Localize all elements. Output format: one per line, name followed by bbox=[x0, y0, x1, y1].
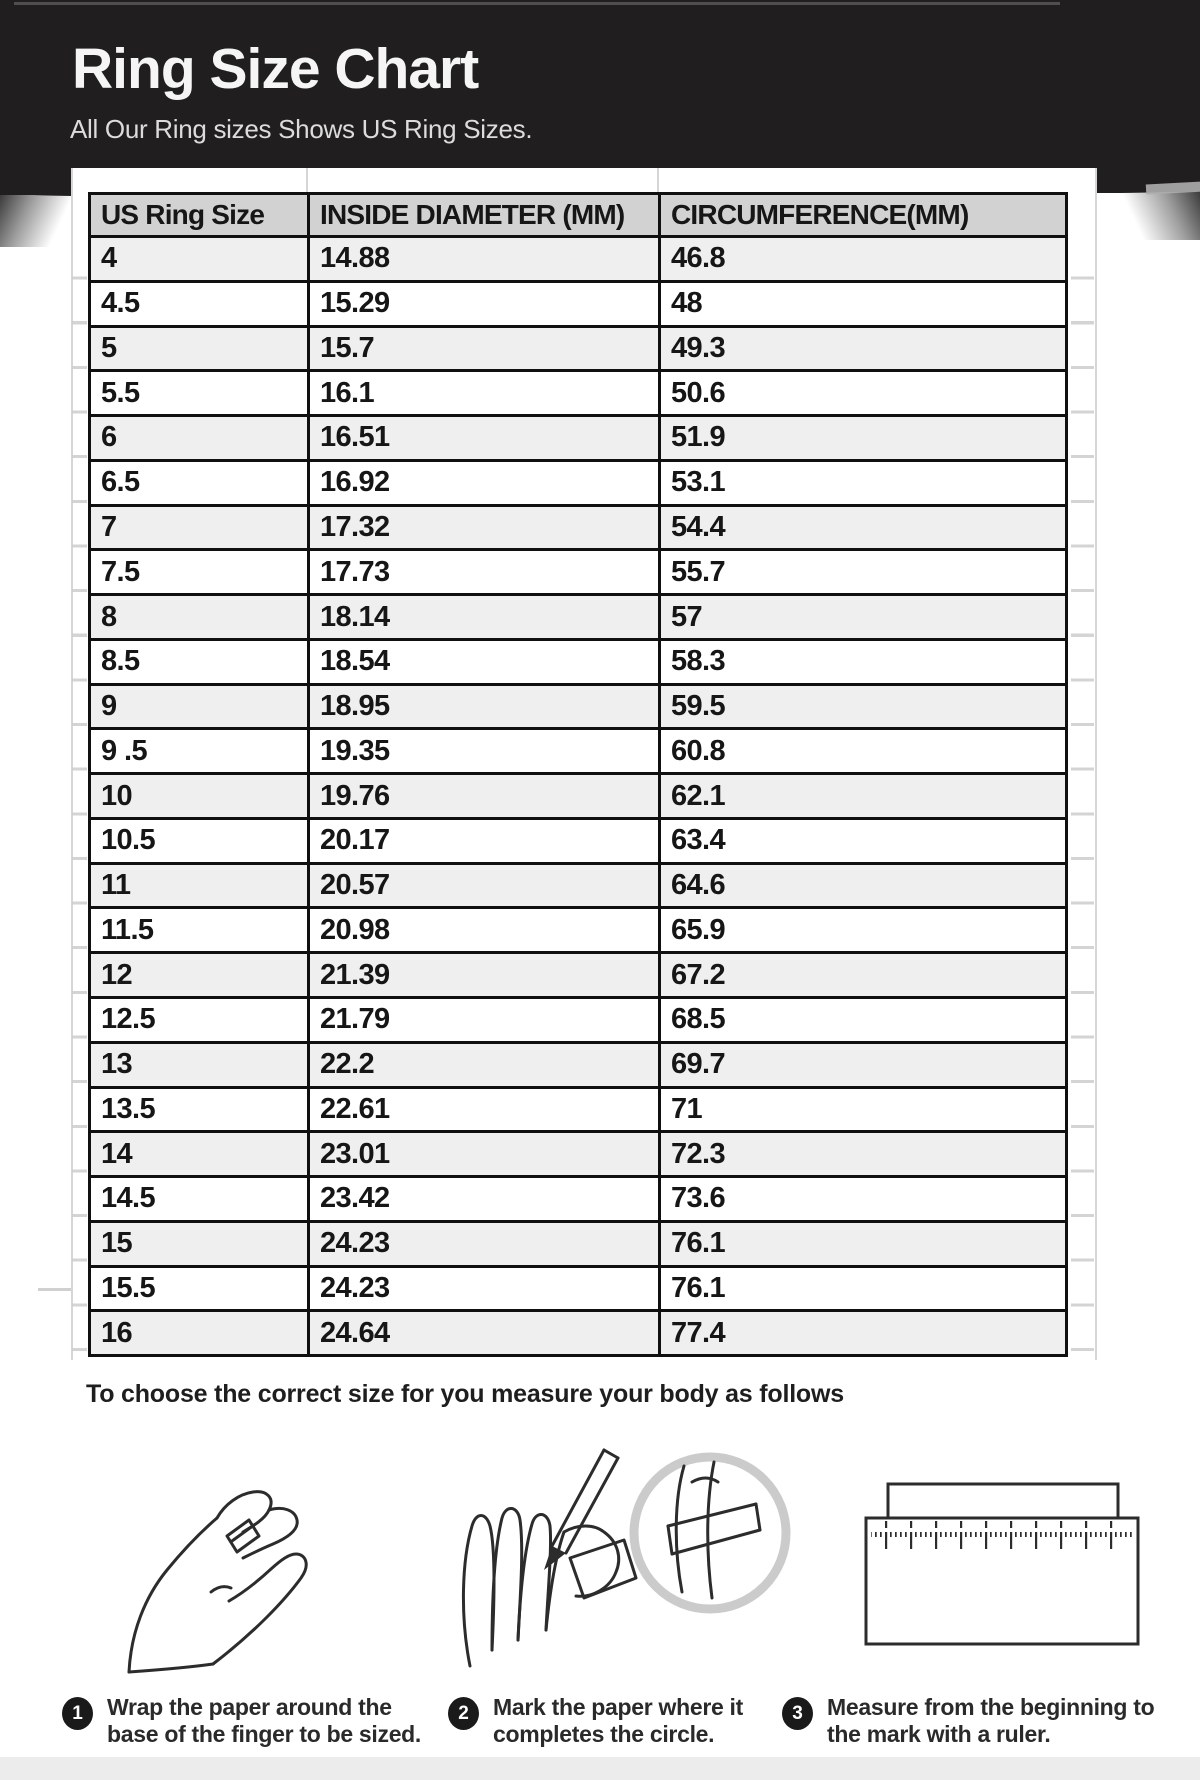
cell-inside-diameter: 15.7 bbox=[310, 328, 661, 370]
cell-us-ring-size: 11.5 bbox=[91, 909, 310, 951]
step-3-text bbox=[827, 1694, 1154, 1748]
step-1 bbox=[62, 1694, 421, 1748]
page-subtitle: All Our Ring sizes Shows US Ring Sizes. bbox=[70, 114, 533, 144]
step-3-line-1: Measure from the beginning to bbox=[827, 1694, 1155, 1720]
cell-us-ring-size: 7.5 bbox=[91, 551, 310, 593]
cell-circumference: 65.9 bbox=[671, 913, 726, 946]
cell-us-ring-size: 9 bbox=[91, 686, 310, 728]
cell-circumference: 46.8 bbox=[671, 242, 726, 275]
table-row bbox=[91, 820, 1065, 865]
table-row bbox=[91, 999, 1065, 1044]
column-header-inside-diameter: INSIDE DIAMETER (MM) bbox=[310, 195, 661, 235]
cell-us-ring-size: 8.5 bbox=[91, 641, 310, 683]
cell-inside-diameter: 16.1 bbox=[310, 372, 661, 414]
cell-us-ring-size: 14.5 bbox=[91, 1178, 310, 1220]
table-row bbox=[91, 1178, 1065, 1223]
banner-top-highlight bbox=[14, 2, 1060, 5]
gridline-col2 bbox=[657, 168, 659, 192]
cell-circumference: 73.6 bbox=[671, 1182, 726, 1215]
table-row bbox=[91, 238, 1065, 283]
wrap-hand-icon bbox=[115, 1462, 330, 1687]
cell-circumference: 58.3 bbox=[671, 645, 726, 678]
step-2 bbox=[448, 1694, 743, 1748]
banner-shadow-right bbox=[1091, 192, 1200, 240]
illustration-ruler bbox=[858, 1472, 1148, 1672]
table-row bbox=[91, 1089, 1065, 1134]
step-2-number-badge: 2 bbox=[448, 1697, 479, 1730]
cell-circumference: 69.7 bbox=[671, 1048, 726, 1081]
cell-inside-diameter: 18.95 bbox=[310, 686, 661, 728]
table-row bbox=[91, 1044, 1065, 1089]
table-row bbox=[91, 865, 1065, 910]
table-row bbox=[91, 1223, 1065, 1268]
cell-circumference: 77.4 bbox=[671, 1316, 726, 1349]
cell-circumference: 50.6 bbox=[671, 376, 726, 409]
cell-inside-diameter: 17.32 bbox=[310, 507, 661, 549]
table-row bbox=[91, 551, 1065, 596]
step-1-line-2: base of the finger to be sized. bbox=[107, 1721, 422, 1747]
cell-us-ring-size: 12 bbox=[91, 954, 310, 996]
gridline-right bbox=[1095, 168, 1097, 1360]
mark-hand-icon bbox=[452, 1438, 792, 1693]
cell-us-ring-size: 6.5 bbox=[91, 462, 310, 504]
cell-us-ring-size: 10 bbox=[91, 775, 310, 817]
cell-circumference: 53.1 bbox=[671, 466, 726, 499]
cell-us-ring-size: 4 bbox=[91, 238, 310, 280]
illustration-wrap-paper bbox=[115, 1462, 330, 1692]
cell-inside-diameter: 21.79 bbox=[310, 999, 661, 1041]
table-row bbox=[91, 596, 1065, 641]
step-1-text bbox=[107, 1694, 421, 1748]
cell-inside-diameter: 23.42 bbox=[310, 1178, 661, 1220]
step-2-line-2: completes the circle. bbox=[493, 1721, 715, 1747]
cell-us-ring-size: 10.5 bbox=[91, 820, 310, 862]
table-row bbox=[91, 909, 1065, 954]
table-row bbox=[91, 462, 1065, 507]
step-2-text bbox=[493, 1694, 743, 1748]
cell-us-ring-size: 13.5 bbox=[91, 1089, 310, 1131]
table-row bbox=[91, 507, 1065, 552]
footer-strip bbox=[0, 1757, 1200, 1780]
cell-circumference: 71 bbox=[671, 1092, 703, 1125]
cell-inside-diameter: 15.29 bbox=[310, 283, 661, 325]
cell-us-ring-size: 4.5 bbox=[91, 283, 310, 325]
instructions-intro: To choose the correct size for you measure your body as follows bbox=[86, 1380, 844, 1408]
cell-circumference: 76.1 bbox=[671, 1271, 726, 1304]
cell-inside-diameter: 17.73 bbox=[310, 551, 661, 593]
cell-us-ring-size: 16 bbox=[91, 1312, 310, 1354]
cell-circumference: 54.4 bbox=[671, 510, 726, 543]
cell-circumference: 68.5 bbox=[671, 1003, 726, 1036]
table-row bbox=[91, 954, 1065, 999]
cell-inside-diameter: 20.98 bbox=[310, 909, 661, 951]
cell-us-ring-size: 15 bbox=[91, 1223, 310, 1265]
cell-inside-diameter: 22.61 bbox=[310, 1089, 661, 1131]
cell-us-ring-size: 15.5 bbox=[91, 1268, 310, 1310]
step-2-line-1: Mark the paper where it bbox=[493, 1694, 744, 1720]
cell-us-ring-size: 5.5 bbox=[91, 372, 310, 414]
cell-inside-diameter: 22.2 bbox=[310, 1044, 661, 1086]
cell-us-ring-size: 6 bbox=[91, 417, 310, 459]
page-title: Ring Size Chart bbox=[72, 37, 479, 101]
cell-inside-diameter: 19.35 bbox=[310, 730, 661, 772]
cell-inside-diameter: 19.76 bbox=[310, 775, 661, 817]
cell-inside-diameter: 24.64 bbox=[310, 1312, 661, 1354]
table-row bbox=[91, 417, 1065, 462]
table-row bbox=[91, 641, 1065, 686]
cell-inside-diameter: 24.23 bbox=[310, 1223, 661, 1265]
table-row bbox=[91, 328, 1065, 373]
table-row bbox=[91, 283, 1065, 328]
table-row bbox=[91, 1268, 1065, 1313]
cell-us-ring-size: 11 bbox=[91, 865, 310, 907]
cell-us-ring-size: 8 bbox=[91, 596, 310, 638]
table-row bbox=[91, 1133, 1065, 1178]
stray-gridline-dash bbox=[38, 1288, 71, 1291]
gridline-col1 bbox=[306, 168, 308, 192]
cell-us-ring-size: 7 bbox=[91, 507, 310, 549]
cell-inside-diameter: 18.54 bbox=[310, 641, 661, 683]
ring-size-table bbox=[88, 192, 1068, 1357]
cell-circumference: 51.9 bbox=[671, 421, 726, 454]
illustration-mark-paper bbox=[452, 1438, 792, 1698]
banner bbox=[0, 0, 1200, 168]
table-row bbox=[91, 1312, 1065, 1354]
step-1-number-badge: 1 bbox=[62, 1697, 93, 1730]
cell-inside-diameter: 16.92 bbox=[310, 462, 661, 504]
table-row bbox=[91, 372, 1065, 417]
cell-circumference: 67.2 bbox=[671, 958, 726, 991]
cell-us-ring-size: 13 bbox=[91, 1044, 310, 1086]
step-1-line-1: Wrap the paper around the bbox=[107, 1694, 392, 1720]
cell-circumference: 72.3 bbox=[671, 1137, 726, 1170]
cell-circumference: 49.3 bbox=[671, 331, 726, 364]
cell-inside-diameter: 14.88 bbox=[310, 238, 661, 280]
banner-corner-left bbox=[0, 167, 72, 196]
cell-circumference: 59.5 bbox=[671, 690, 726, 723]
step-3 bbox=[782, 1694, 1154, 1748]
cell-inside-diameter: 16.51 bbox=[310, 417, 661, 459]
table-row bbox=[91, 730, 1065, 775]
ruler-icon bbox=[858, 1472, 1148, 1667]
cell-inside-diameter: 24.23 bbox=[310, 1268, 661, 1310]
cell-circumference: 62.1 bbox=[671, 779, 726, 812]
cell-circumference: 55.7 bbox=[671, 555, 726, 588]
cell-inside-diameter: 21.39 bbox=[310, 954, 661, 996]
row-ticks-left bbox=[72, 235, 87, 1357]
cell-inside-diameter: 18.14 bbox=[310, 596, 661, 638]
step-3-number-badge: 3 bbox=[782, 1697, 813, 1730]
cell-circumference: 57 bbox=[671, 600, 703, 633]
cell-us-ring-size: 14 bbox=[91, 1133, 310, 1175]
cell-inside-diameter: 20.57 bbox=[310, 865, 661, 907]
cell-circumference: 76.1 bbox=[671, 1227, 726, 1260]
step-3-line-2: the mark with a ruler. bbox=[827, 1721, 1051, 1747]
cell-inside-diameter: 23.01 bbox=[310, 1133, 661, 1175]
cell-us-ring-size: 5 bbox=[91, 328, 310, 370]
cell-circumference: 48 bbox=[671, 287, 703, 320]
cell-us-ring-size: 12.5 bbox=[91, 999, 310, 1041]
cell-us-ring-size: 9 .5 bbox=[91, 730, 310, 772]
cell-circumference: 63.4 bbox=[671, 824, 726, 857]
column-header-us-ring-size: US Ring Size bbox=[91, 195, 310, 235]
cell-inside-diameter: 20.17 bbox=[310, 820, 661, 862]
row-ticks-right bbox=[1071, 235, 1094, 1357]
cell-circumference: 60.8 bbox=[671, 734, 726, 767]
table-row bbox=[91, 775, 1065, 820]
table-header-row bbox=[91, 195, 1065, 238]
table-row bbox=[91, 686, 1065, 731]
cell-circumference: 64.6 bbox=[671, 869, 726, 902]
column-header-circumference: CIRCUMFERENCE(MM) bbox=[671, 199, 969, 230]
